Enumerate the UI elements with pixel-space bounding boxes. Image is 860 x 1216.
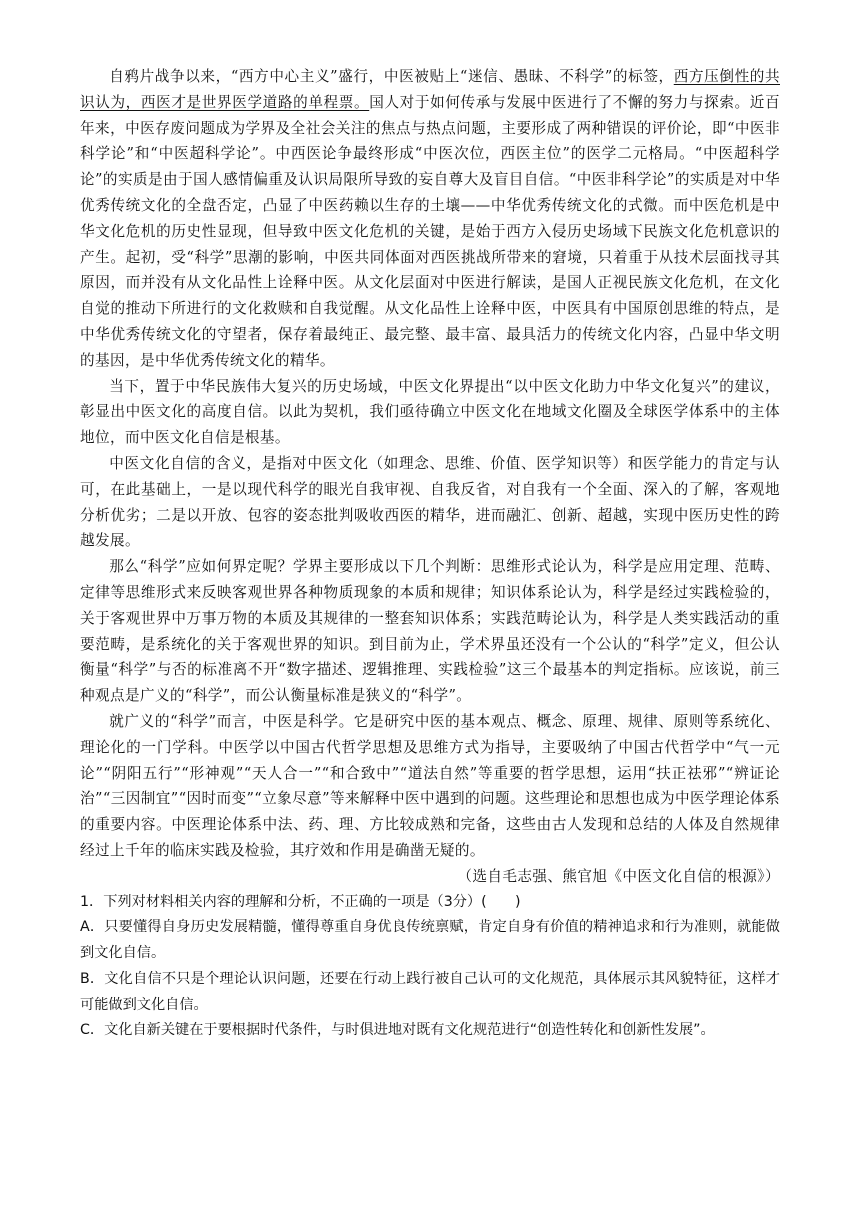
paragraph-4: 那么“科学”应如何界定呢？学界主要形成以下几个判断：思维形式论认为，科学是应用定理、范畴、定律等思维形式来反映客观世界各种物质现象的本质和规律；知识体系论认为，科学是经过实践检验的，关于客观世界中万事万物的本质及其规律的一整套知识体系；实践范畴论认为，科学是人类实践活动的重要范畴，是系统化的关于客观世界的知识。到目前为止，学术界虽还没有一个公认的“科学”定义，但公认衡量“科学”与否的标准离不开“数字描述、逻辑推理、实践检验”这三个最基本的判定指标。应该说，前三种观点是广义的“科学”，而公认衡量标准是狭义的“科学”。 (80, 558, 780, 705)
source-citation: （选自毛志强、熊官旭《中医文化自信的根源》） (457, 867, 780, 885)
option-a: A．只要懂得自身历史发展精髓，懂得尊重自身优良传统禀赋，肯定自身有价值的精神追求和行为准则，就能做到文化自信。 (80, 919, 780, 962)
paragraph-1-lead: 自鸦片战争以来，“西方中心主义”盛行，中医被贴上“迷信、愚昧、不科学”的标签， (109, 68, 674, 85)
option-c: C．文化自新关键在于要根据时代条件，与时俱进地对既有文化规范进行“创造性转化和创新性发展”。 (80, 1022, 715, 1039)
paragraph-1 (80, 64, 780, 374)
underlined-sentence: 西方压倒性的共识认为，西医才是世界医学道路的单程票。 (80, 68, 780, 111)
paragraph-3: 中医文化自信的含义，是指对中医文化（如理念、思维、价值、医学知识等）和医学能力的肯定与认可，在此基础上，一是以现代科学的眼光自我审视、自我反省，对自我有一个全面、深入的了解，客观地分析优劣；二是以开放、包容的姿态批判吸收西医的精华，进而融汇、创新、超越，实现中医历史性的跨越发展。 (80, 454, 780, 550)
paragraph-1-rest: 国人对于如何传承与发展中医进行了不懈的努力与探索。近百年来，中医存废问题成为学界及全社会关注的焦点与热点问题，主要形成了两种错误的评价论，即“中医非科学论”和“中医超科学论”。中西医论争最终形成“中医次位，西医主位”的医学二元格局。“中医超科学论”的实质是由于国人感情偏重及认识局限所导致的妄自尊大及盲目自信。“中医非科学论”的实质是对中华优秀传统文化的全盘否定，凸显了中医药赖以生存的土壤——中华优秀传统文化的式微。而中医危机是中华文化危机的历史性显现，但导致中医文化危机的关键，是始于西方入侵历史场域下民族文化危机意识的产生。起初，受“科学”思潮的影响，中医共同体面对西医挑战所带来的窘境，只着重于从技术层面找寻其原因，而并没有从文化品性上诠释中医。从文化层面对中医进行解读，是国人正视民族文化危机，在文化自觉的推动下所进行的文化救赎和自我觉醒。从文化品性上诠释中医，中医具有中国原创思维的特点，是中华优秀传统文化的守望者，保存着最纯正、最完整、最丰富、最具活力的传统文化内容，凸显中华文明的基因，是中华优秀传统文化的精华。 (80, 93, 780, 369)
option-b: B．文化自信不只是个理论认识问题，还要在行动上践行被自己认可的文化规范，具体展示其风貌特征，这样才可能做到文化自信。 (80, 970, 780, 1013)
question-stem: 1．下列对材料相关内容的理解和分析，不正确的一项是（3分）( ) (80, 893, 521, 910)
paragraph-2: 当下，置于中华民族伟大复兴的历史场域，中医文化界提出“以中医文化助力中华文化复兴”的建议，彰显出中医文化的高度自信。以此为契机，我们亟待确立中医文化在地域文化圈及全球医学体系中的主体地位，而中医文化自信是根基。 (80, 377, 780, 447)
paragraph-5: 就广义的“科学”而言，中医是科学。它是研究中医的基本观点、概念、原理、规律、原则等系统化、理论化的一门学科。中医学以中国古代哲学思想及思维方式为指导，主要吸纳了中国古代哲学中“气一元论”“阴阳五行”“形神观”“天人合一”“和合致中”“道法自然”等重要的哲学思想，运用“扶正祛邪”“辨证论治”“三因制宜”“因时而变”“立象尽意”等来解释中医中遇到的问题。这些理论和思想也成为中医学理论体系的重要内容。中医理论体系中法、药、理、方比较成熟和完备，这些由古人发现和总结的人体及自然规律经过上千年的临床实践及检验，其疗效和作用是确凿无疑的。 (80, 712, 780, 859)
